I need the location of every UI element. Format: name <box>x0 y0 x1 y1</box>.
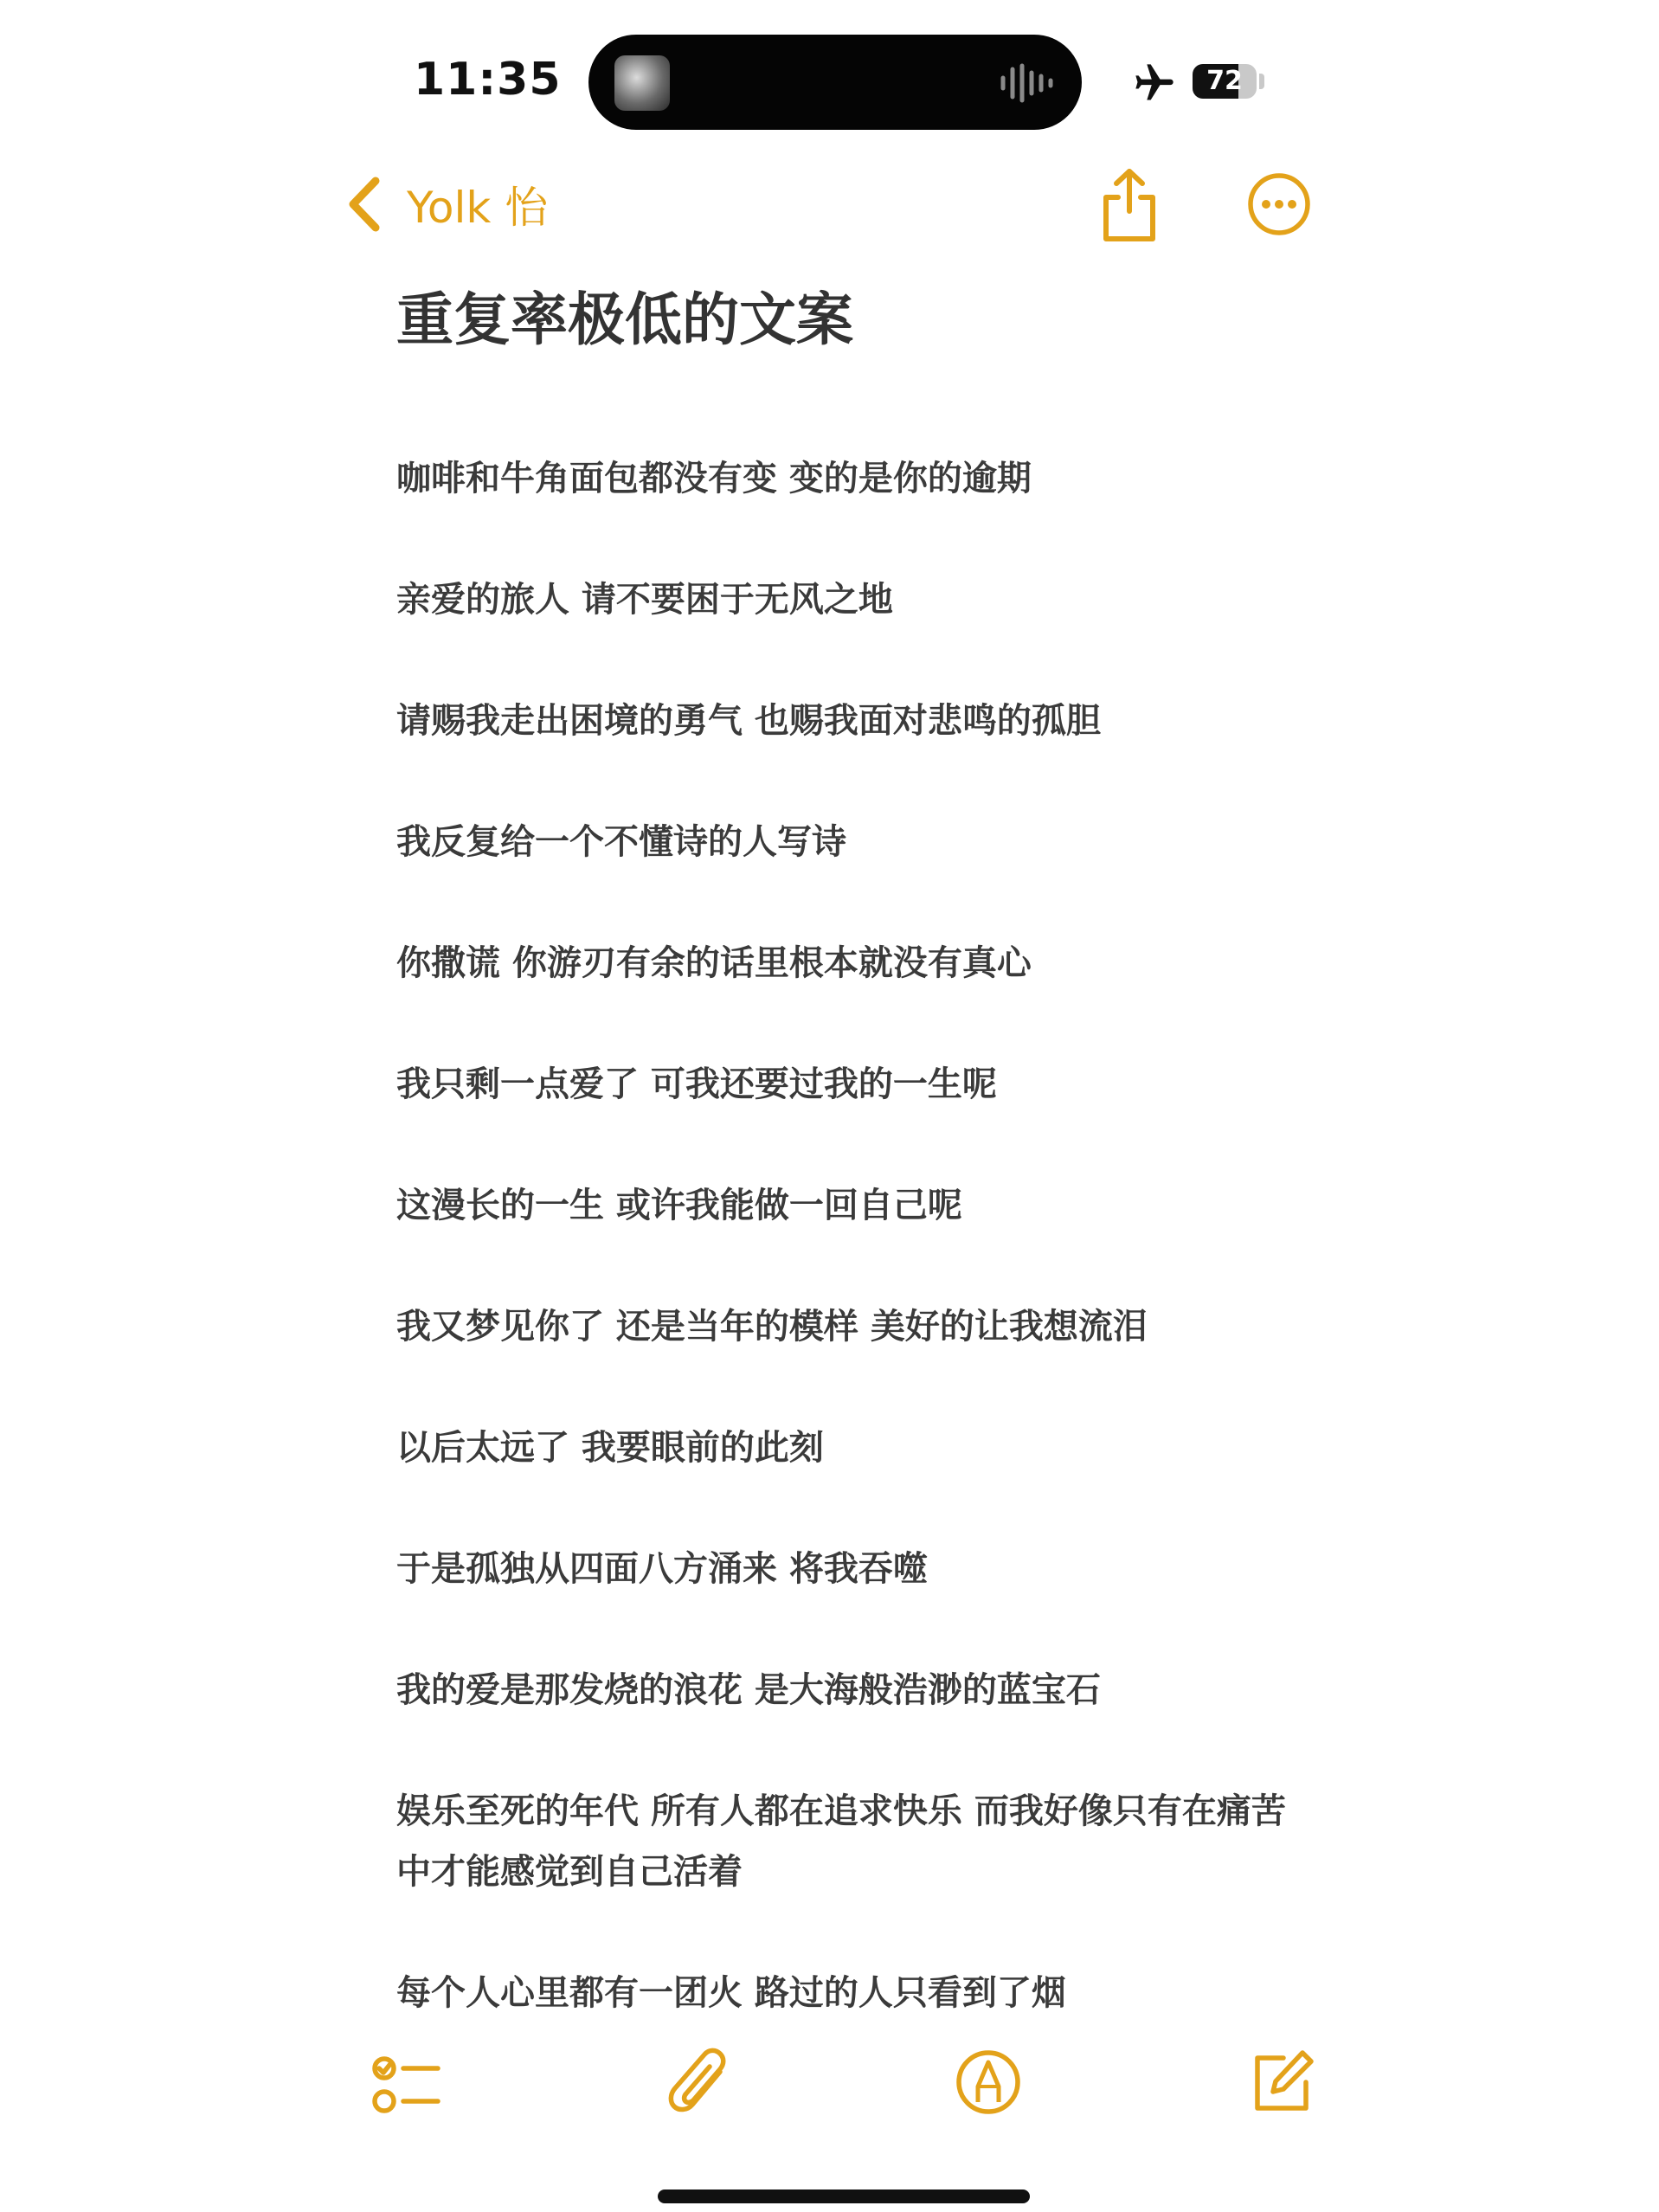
note-line: 每个人心里都有一团火 路过的人只看到了烟 <box>396 1973 1066 2013</box>
note-line: 娱乐至死的年代 所有人都在追求快乐 而我好像只有在痛苦中才能感觉到自己活着 <box>396 1791 1286 1892</box>
compose-icon[interactable] <box>1249 2048 1316 2115</box>
more-icon[interactable] <box>1246 171 1312 237</box>
airplane-mode-icon <box>1132 61 1177 106</box>
note-title: 重复率极低的文案 <box>396 286 853 353</box>
note-line: 亲爱的旅人 请不要困于无风之地 <box>396 580 893 620</box>
note-line: 请赐我走出困境的勇气 也赐我面对悲鸣的孤胆 <box>396 701 1101 741</box>
note-line: 我的爱是那发烧的浪花 是大海般浩渺的蓝宝石 <box>396 1670 1101 1710</box>
note-line: 这漫长的一生 或许我能做一回自己呢 <box>396 1186 962 1225</box>
note-line: 于是孤独从四面八方涌来 将我吞噬 <box>396 1549 928 1589</box>
battery-tip <box>1259 74 1264 89</box>
status-time: 11:35 <box>414 54 562 106</box>
note-line: 我反复给一个不懂诗的人写诗 <box>396 822 846 862</box>
markup-pen-icon[interactable] <box>955 2048 1022 2116</box>
checklist-icon[interactable] <box>372 2054 441 2115</box>
dynamic-island[interactable] <box>588 35 1082 130</box>
back-button[interactable] <box>344 170 548 239</box>
chevron-left-icon <box>344 176 383 233</box>
battery-level: 72 <box>1206 66 1243 96</box>
back-label: Yolk 怡 <box>407 183 549 233</box>
note-line: 我又梦见你了 还是当年的模样 美好的让我想流泪 <box>396 1307 1148 1347</box>
note-body[interactable] <box>396 277 1296 2084</box>
note-line: 咖啡和牛角面包都没有变 变的是你的逾期 <box>396 459 1032 498</box>
share-icon[interactable] <box>1099 166 1160 244</box>
note-line: 以后太远了 我要眼前的此刻 <box>396 1428 824 1468</box>
paperclip-icon[interactable] <box>666 2046 736 2120</box>
note-line: 你撒谎 你游刃有余的话里根本就没有真心 <box>396 943 1032 983</box>
note-line: 我只剩一点爱了 可我还要过我的一生呢 <box>396 1064 997 1104</box>
home-indicator[interactable] <box>658 2189 1030 2203</box>
audio-waveform-icon <box>999 62 1056 104</box>
battery-icon <box>1193 64 1257 99</box>
note-lines <box>396 448 1296 2023</box>
now-playing-artwork <box>614 55 670 111</box>
